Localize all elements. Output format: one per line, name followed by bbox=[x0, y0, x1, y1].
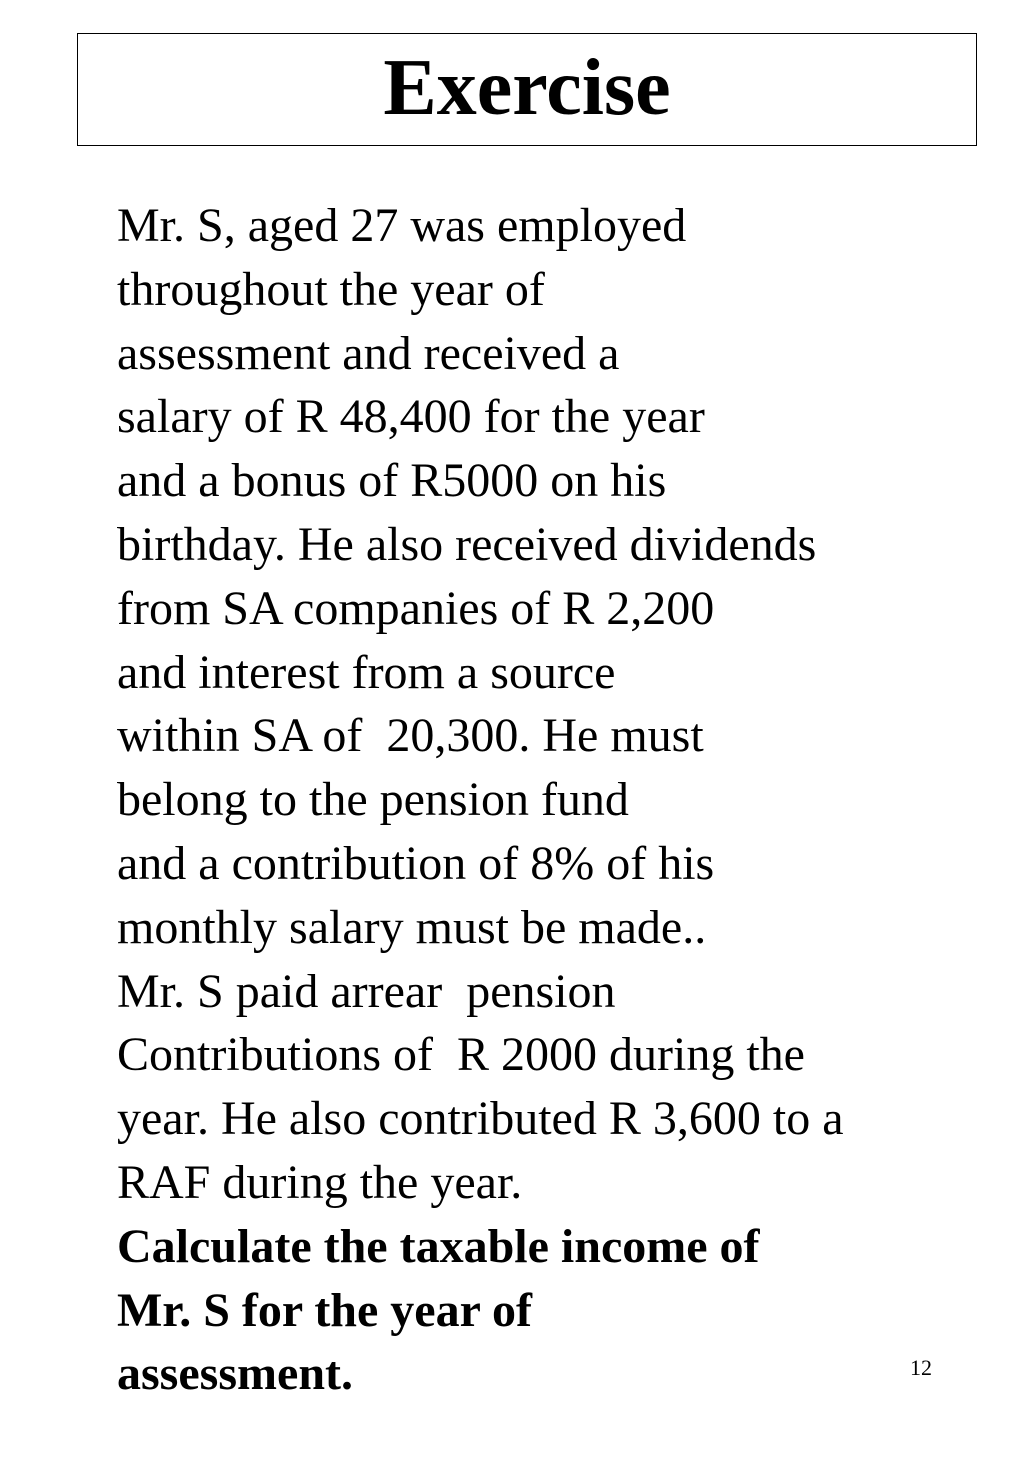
body-line: salary of R 48,400 for the year bbox=[117, 390, 705, 444]
body-line: and a contribution of 8% of his bbox=[117, 836, 715, 890]
title-box bbox=[77, 33, 977, 146]
body-line: within SA of 20,300. He must bbox=[117, 709, 704, 763]
body-line: monthly salary must be made.. bbox=[117, 900, 707, 954]
body-line: year. He also contributed R 3,600 to a bbox=[117, 1092, 844, 1146]
body-line: belong to the pension fund bbox=[117, 773, 629, 827]
question-line: Calculate the taxable income of bbox=[117, 1219, 760, 1273]
body-line: birthday. He also received dividends bbox=[117, 517, 817, 571]
body-line: and interest from a source bbox=[117, 645, 616, 699]
body-line: throughout the year of bbox=[117, 262, 545, 316]
body-line: RAF during the year. bbox=[117, 1155, 523, 1209]
body-line: from SA companies of R 2,200 bbox=[117, 581, 715, 635]
body-line: assessment and received a bbox=[117, 326, 620, 380]
question-line: assessment. bbox=[117, 1347, 353, 1401]
question-line: Mr. S for the year of bbox=[117, 1283, 533, 1337]
body-line: Contributions of R 2000 during the bbox=[117, 1028, 805, 1082]
body-line: Mr. S paid arrear pension bbox=[117, 964, 616, 1018]
page-number: 12 bbox=[910, 1355, 932, 1380]
body-line: and a bonus of R5000 on his bbox=[117, 454, 667, 508]
exercise-body bbox=[117, 194, 977, 1406]
body-line: Mr. S, aged 27 was employed bbox=[117, 199, 687, 252]
slide-title: Exercise bbox=[383, 43, 671, 132]
